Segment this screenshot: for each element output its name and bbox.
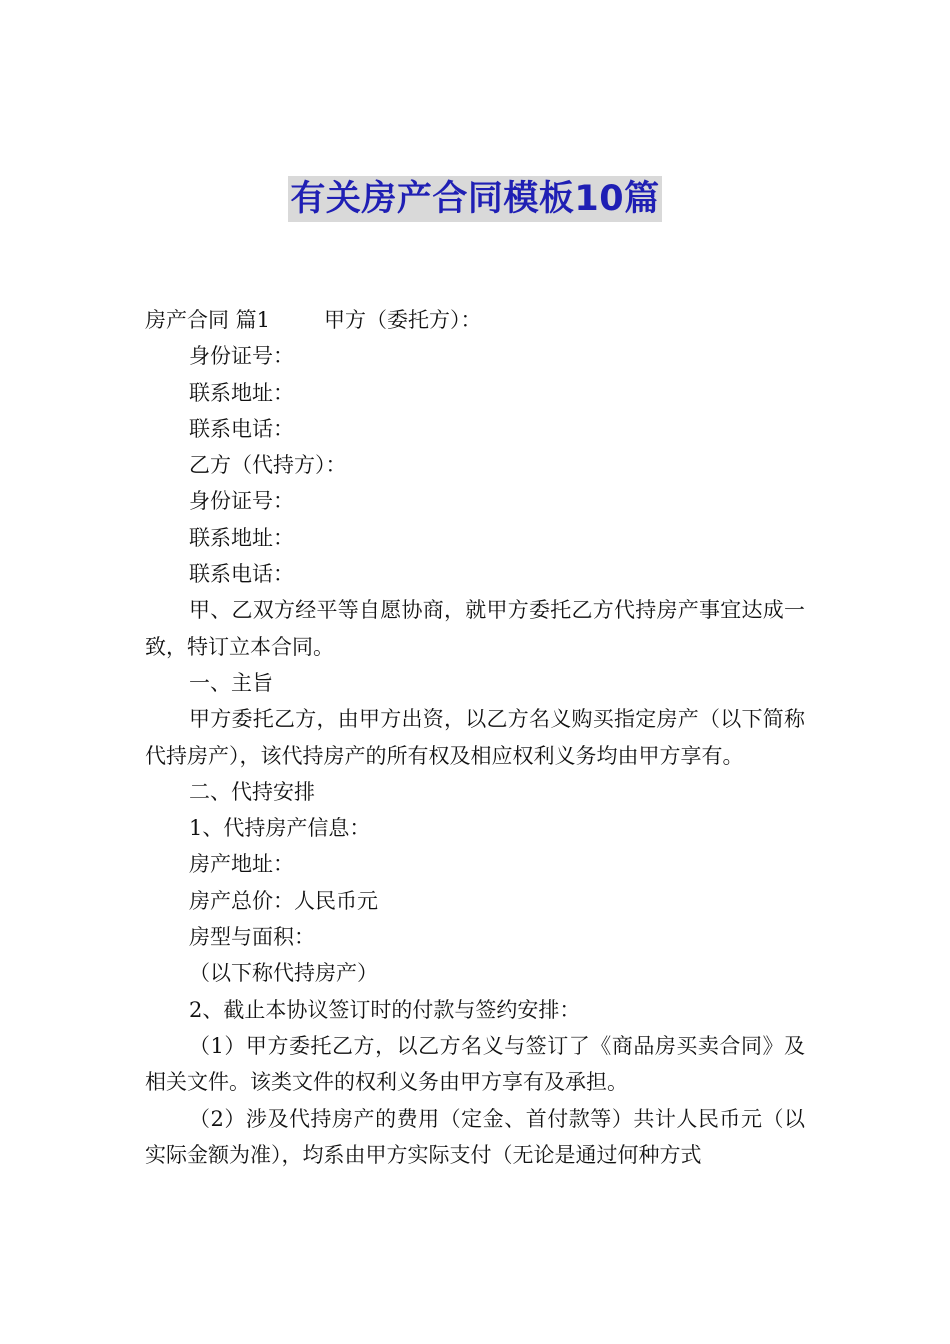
lead-line (145, 302, 805, 338)
property-info-label: 1、代持房产信息： (189, 816, 371, 841)
property-alias: （以下称代持房产） (189, 961, 378, 986)
payment-heading: 2、截止本协议签订时的付款与签约安排： (189, 997, 581, 1022)
property-price: 房产总价：人民币元 (189, 888, 378, 913)
party-a-id: 身份证号： (189, 344, 294, 369)
party-a-phone: 联系电话： (189, 416, 294, 441)
document-body (145, 302, 805, 1173)
party-a-label: 甲方（委托方）： (324, 308, 482, 332)
heading-arrangement: 二、代持安排 (189, 779, 315, 804)
section-label: 房产合同 篇1 (145, 308, 271, 332)
heading-purpose: 一、主旨 (189, 670, 273, 695)
party-b-phone: 联系电话： (189, 562, 294, 587)
clause-1: （1）甲方委托乙方，以乙方名义与签订了《商品房买卖合同》及相关文件。该类文件的权利义务由甲方享有及承担。 (145, 1033, 805, 1095)
party-a-address: 联系地址： (189, 380, 294, 405)
title-container (0, 176, 950, 222)
party-b-label: 乙方（代持方）： (189, 453, 347, 478)
party-b-address: 联系地址： (189, 525, 294, 550)
property-type-area: 房型与面积： (189, 925, 315, 950)
agreement-intro: 甲、乙双方经平等自愿协商，就甲方委托乙方代持房产事宜达成一致，特订立本合同。 (145, 598, 805, 659)
property-address: 房产地址： (189, 852, 294, 877)
party-b-id: 身份证号： (189, 489, 294, 514)
document-title: 有关房产合同模板10篇 (288, 176, 661, 222)
purpose-text: 甲方委托乙方，由甲方出资，以乙方名义购买指定房产（以下简称代持房产），该代持房产的所有权及相应权利义务均由甲方享有。 (145, 707, 805, 768)
clause-2: （2）涉及代持房产的费用（定金、首付款等）共计人民币元（以实际金额为准），均系由甲方实际支付（无论是通过何种方式 (145, 1106, 805, 1167)
